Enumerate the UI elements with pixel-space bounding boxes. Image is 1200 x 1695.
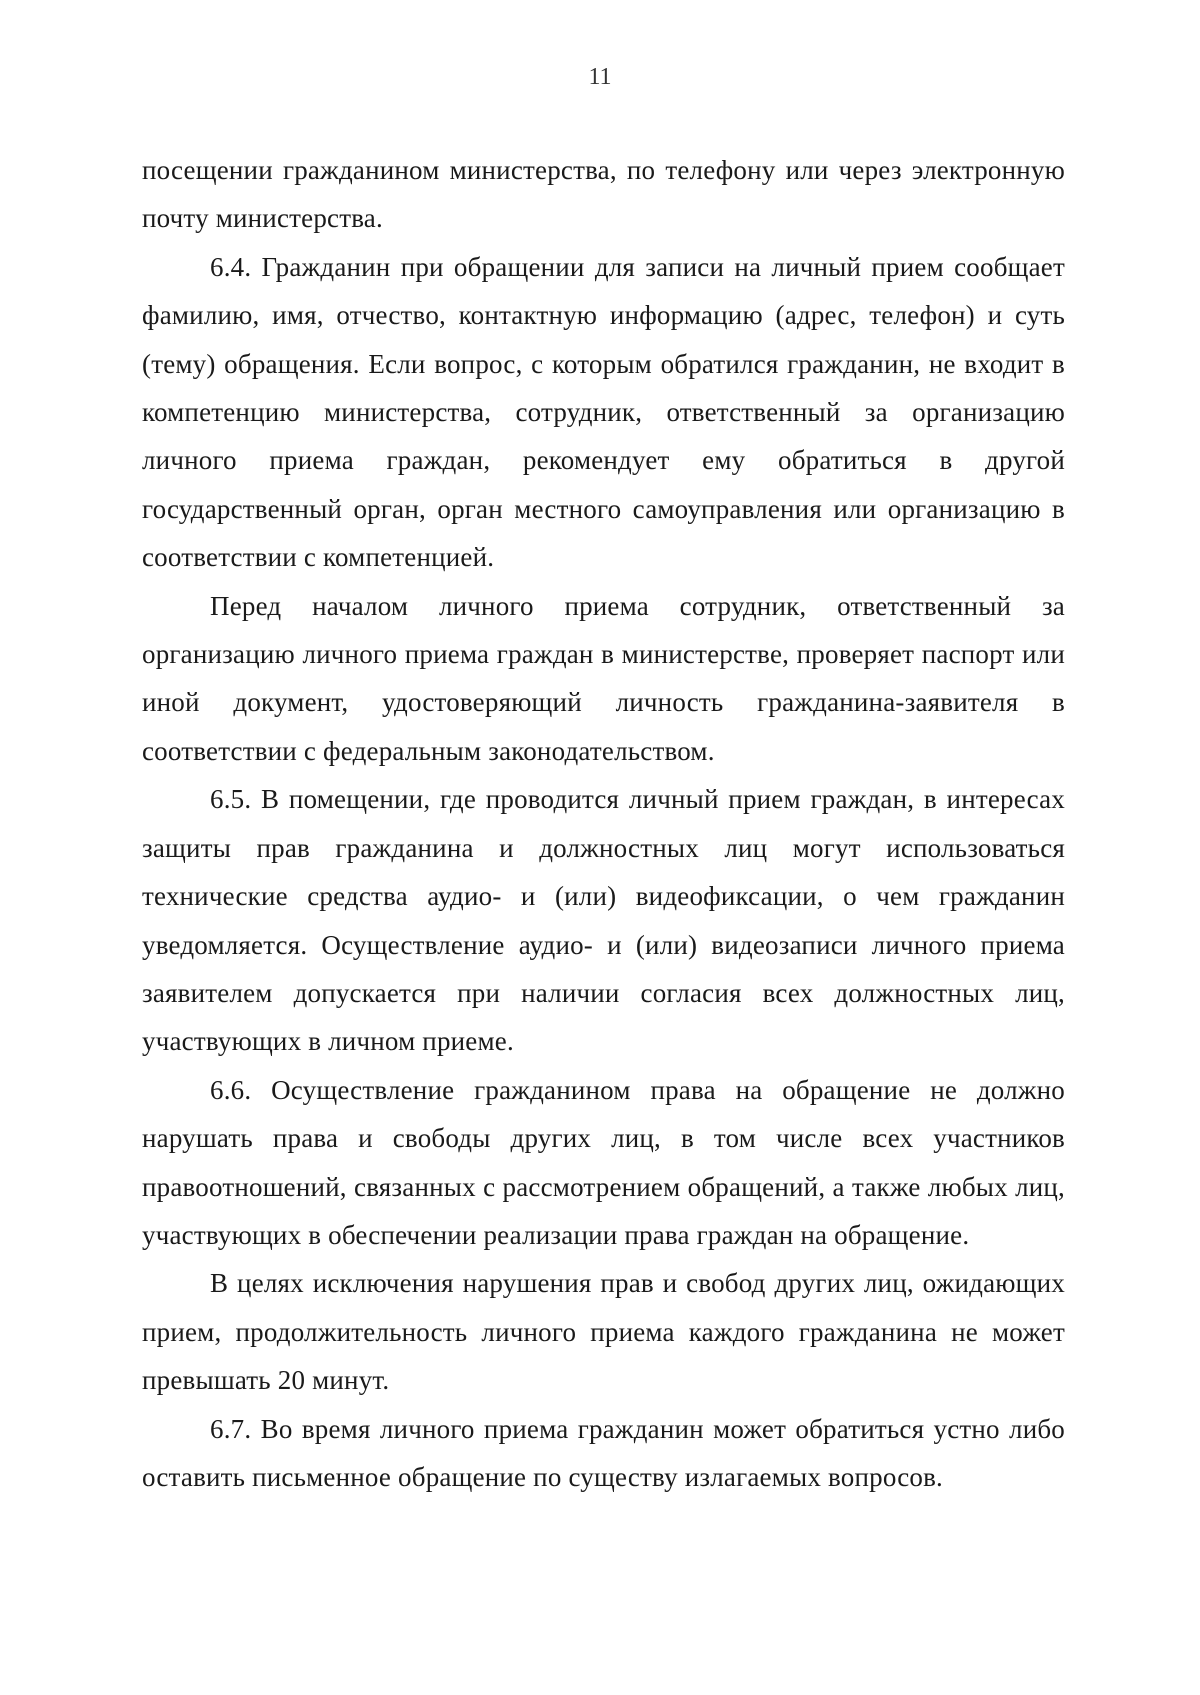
paragraph-6-5: 6.5. В помещении, где проводится личный прием граждан, в интересах защиты прав гражданина и должностных лиц могут использоваться технические средства аудио- и (или) видеофиксации, о чем гражданин уведомляется. Осуществление аудио- и (или) видеозаписи личного приема заявителем допускается при наличии согласия всех должностных лиц, участвующих в личном приеме. (142, 784, 1065, 1057)
page-number: 11 (588, 64, 612, 90)
paragraph-6-6: 6.6. Осуществление гражданином права на обращение не должно нарушать права и свободы других лиц, в том числе всех участников правоотношений, связанных с рассмотрением обращений, а также любых лиц, участвующих в обеспечении реализации права граждан на обращение. (142, 1074, 1065, 1250)
paragraph-time-limit: В целях исключения нарушения прав и свобод других лиц, ожидающих прием, продолжительность личного приема каждого гражданина не может превышать 20 минут. (142, 1268, 1065, 1396)
paragraph-6-4: 6.4. Гражданин при обращении для записи на личный прием сообщает фамилию, имя, отчество, контактную информацию (адрес, телефон) и суть (тему) обращения. Если вопрос, с которым обратился гражданин, не входит в компетенцию министерства, сотрудник, ответственный за организацию личного приема граждан, рекомендует ему обратиться в другой государственный орган, орган местного самоуправления или организацию в соответствии с компетенцией. (142, 251, 1065, 573)
paragraph-6-7: 6.7. Во время личного приема гражданин может обратиться устно либо оставить письменное обращение по существу излагаемых вопросов. (142, 1413, 1065, 1492)
document-body (142, 146, 1065, 1501)
paragraph-continuation: посещении гражданином министерства, по телефону или через электронную почту министерства. (142, 155, 1065, 234)
paragraph-identity-check: Перед началом личного приема сотрудник, ответственный за организацию личного приема граждан в министерстве, проверяет паспорт или иной документ, удостоверяющий личность гражданина-заявителя в соответствии с федеральным законодательством. (142, 590, 1065, 766)
